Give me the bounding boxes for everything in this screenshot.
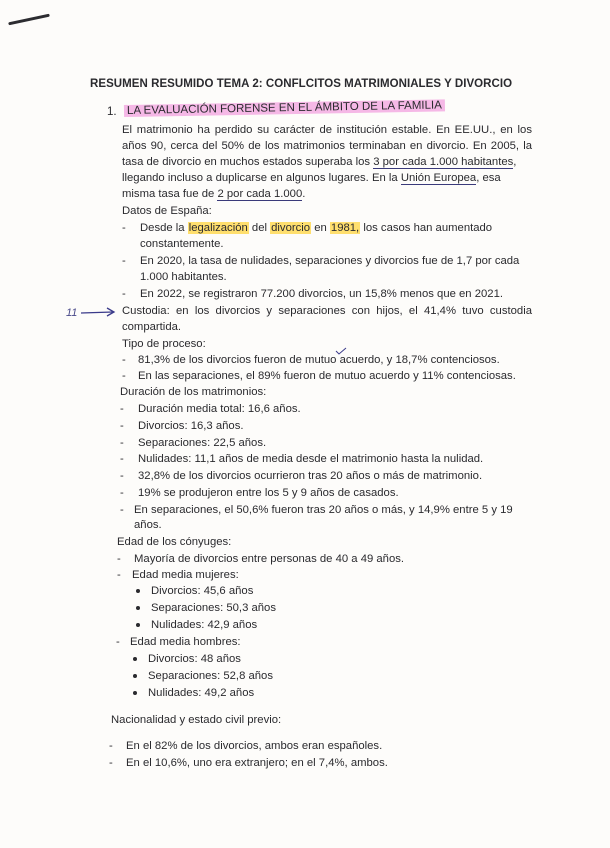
- intro-line-5: misma tasa fue de 2 por cada 1.000.: [122, 188, 306, 200]
- bullet-dash: -: [109, 740, 113, 752]
- margin-note: 11: [66, 307, 78, 319]
- spain-bullet-2-cont: 1.000 habitantes.: [140, 271, 227, 283]
- spain-bullet-1-cont: constantemente.: [140, 238, 224, 250]
- age-heading: Edad de los cónyuges:: [117, 536, 232, 548]
- women-heading: Edad media mujeres:: [132, 569, 239, 581]
- bullet-dash: -: [120, 437, 124, 449]
- process-heading: Tipo de proceso:: [122, 338, 206, 350]
- men-heading: Edad media hombres:: [130, 636, 241, 648]
- nationality-bullet-2: En el 10,6%, uno era extranjero; en el 7,4%, ambos.: [126, 757, 388, 769]
- page-title: RESUMEN RESUMIDO TEMA 2: CONFLCITOS MATRIMONIALES Y DIVORCIO: [90, 78, 513, 90]
- bullet-dash: -: [116, 636, 120, 648]
- bullet-dash: -: [120, 487, 124, 499]
- bullet-dot: [133, 657, 137, 661]
- duration-bullet-7: En separaciones, el 50,6% fueron tras 20 años o más, y 14,9% entre 5 y 19: [134, 504, 513, 516]
- bullet-dash: -: [120, 470, 124, 482]
- duration-bullet-6: 19% se produjeron entre los 5 y 9 años de casados.: [138, 487, 399, 499]
- women-item-3: Nulidades: 42,9 años: [151, 619, 258, 631]
- underlined-rate-us: 3 por cada 1.000 habitantes: [373, 156, 514, 168]
- duration-bullet-7-cont: años.: [134, 519, 162, 531]
- spain-bullet-3: En 2022, se registraron 77.200 divorcios, un 15,8% menos que en 2021.: [140, 288, 503, 300]
- bullet-dash: -: [117, 553, 121, 565]
- custody-line-1: Custodia: en los divorcios y separaciones con hijos, el 41,4% tuvo custodia: [122, 305, 532, 317]
- bullet-dot: [136, 623, 140, 627]
- bullet-dash: -: [120, 453, 124, 465]
- section-number: 1.: [107, 106, 117, 118]
- bullet-dash: -: [109, 757, 113, 769]
- women-item-2: Separaciones: 50,3 años: [151, 602, 276, 614]
- spain-bullet-1: Desde la legalización del divorcio en 1981, los casos han aumentado: [140, 222, 493, 234]
- pen-stroke-mark: [8, 14, 50, 26]
- men-item-1: Divorcios: 48 años: [148, 653, 241, 665]
- duration-bullet-1: Duración media total: 16,6 años.: [138, 403, 301, 415]
- nationality-bullet-1: En el 82% de los divorcios, ambos eran españoles.: [126, 740, 383, 752]
- underlined-eu: Unión Europea: [400, 172, 477, 184]
- intro-line-1: El matrimonio ha perdido su carácter de institución estable. En EE.UU., en los: [122, 124, 532, 136]
- bullet-dash: -: [122, 370, 126, 382]
- bullet-dash: -: [120, 420, 124, 432]
- underlined-rate-eu: 2 por cada 1.000: [217, 188, 303, 200]
- highlight-1981: 1981,: [330, 222, 360, 234]
- intro-line-4: llegando incluso a duplicarse en algunos lugares. En la Unión Europea, esa: [122, 172, 501, 184]
- bullet-dot: [133, 691, 137, 695]
- highlight-divorcio: divorcio: [271, 222, 311, 234]
- spain-heading: Datos de España:: [122, 205, 212, 217]
- process-bullet-1: 81,3% de los divorcios fueron de mutuo acuerdo, y 18,7% contenciosos.: [138, 354, 500, 366]
- intro-line-2: años 90, cerca del 50% de los matrimonios terminaban en divorcio. En 2005, la: [122, 140, 532, 152]
- bullet-dot: [136, 606, 140, 610]
- duration-bullet-2: Divorcios: 16,3 años.: [138, 420, 244, 432]
- bullet-dot: [133, 674, 137, 678]
- bullet-dash: -: [122, 255, 126, 267]
- highlight-legalizacion: legalización: [188, 222, 248, 234]
- duration-heading: Duración de los matrimonios:: [120, 386, 267, 398]
- bullet-dash: -: [120, 504, 124, 516]
- bullet-dot: [136, 589, 140, 593]
- duration-bullet-3: Separaciones: 22,5 años.: [138, 437, 267, 449]
- bullet-dash: -: [122, 354, 126, 366]
- section-title-highlighted: LA EVALUACIÓN FORENSE EN EL ÁMBITO DE LA FAMILIA: [124, 99, 445, 117]
- nationality-heading: Nacionalidad y estado civil previo:: [111, 714, 282, 726]
- age-bullet-1: Mayoría de divorcios entre personas de 40 a 49 años.: [134, 553, 405, 565]
- duration-bullet-5: 32,8% de los divorcios ocurrieron tras 20 años o más de matrimonio.: [138, 470, 483, 482]
- intro-line-3: tasa de divorcio en muchos estados superaba los 3 por cada 1.000 habitantes,: [122, 156, 517, 168]
- process-bullet-2: En las separaciones, el 89% fueron de mutuo acuerdo y 11% contenciosas.: [138, 370, 516, 382]
- bullet-dash: -: [120, 403, 124, 415]
- margin-arrow-icon: [67, 306, 117, 320]
- custody-line-2: compartida.: [122, 321, 182, 333]
- women-item-1: Divorcios: 45,6 años: [151, 585, 254, 597]
- duration-bullet-4: Nulidades: 11,1 años de media desde el matrimonio hasta la nulidad.: [138, 453, 484, 465]
- bullet-dash: -: [122, 288, 126, 300]
- bullet-dash: -: [117, 569, 121, 581]
- men-item-3: Nulidades: 49,2 años: [148, 687, 255, 699]
- bullet-dash: -: [122, 222, 126, 234]
- spain-bullet-2: En 2020, la tasa de nulidades, separaciones y divorcios fue de 1,7 por cada: [140, 255, 520, 267]
- men-item-2: Separaciones: 52,8 años: [148, 670, 273, 682]
